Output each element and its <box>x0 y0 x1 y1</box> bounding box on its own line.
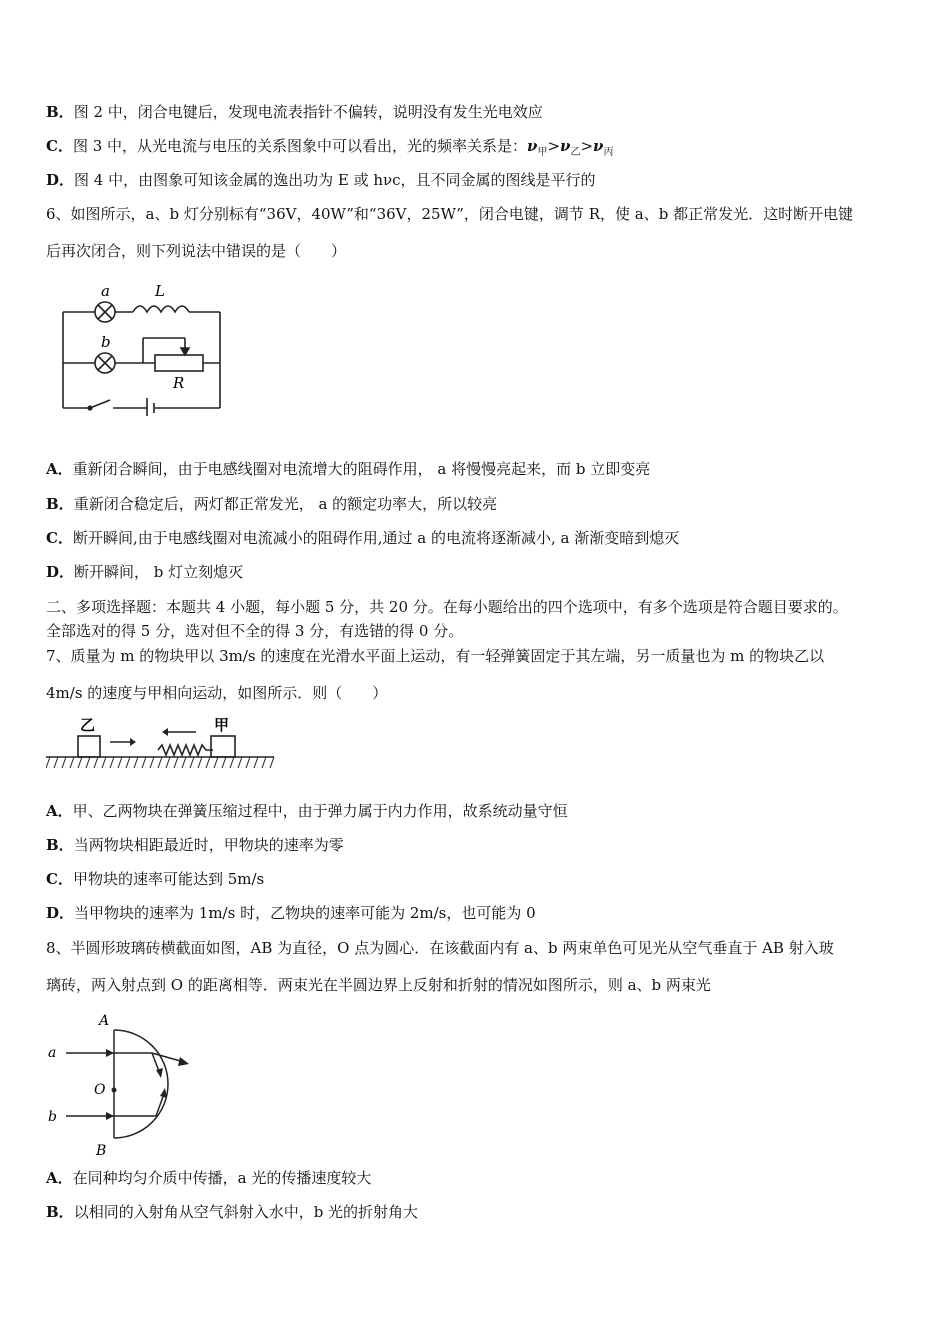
q5-option-c <box>46 136 613 163</box>
subscript: 甲 <box>537 147 548 158</box>
option-text: 甲、乙两物块在弹簧压缩过程中，由于弹力属于内力作用，故系统动量守恒 <box>72 802 568 820</box>
option-letter: A． <box>46 460 73 478</box>
q5-option-b <box>46 102 543 122</box>
inductor-label: L <box>155 282 165 300</box>
q7-spring-blocks-diagram <box>46 712 276 772</box>
option-text: 在同种均匀介质中传播，a 光的传播速度较大 <box>72 1169 372 1187</box>
beam-a-label: a <box>48 1045 57 1061</box>
option-text: 甲物块的速率可能达到 5m/s <box>72 870 265 888</box>
lamp-a-label: a <box>101 282 110 300</box>
option-letter: D． <box>46 563 75 581</box>
center-o-label: O <box>94 1082 106 1098</box>
section2-instructions-line2: 全部选对的得 5 分，选对但不全的得 3 分，有选错的得 0 分。 <box>46 622 464 640</box>
nu-symbol: ν <box>560 137 571 155</box>
option-letter: C． <box>46 529 73 547</box>
block-yi-label: 乙 <box>80 716 96 734</box>
q6-circuit-diagram <box>55 278 235 416</box>
q7-option-a <box>46 801 568 821</box>
gt-symbol: > <box>547 137 561 155</box>
option-letter: A． <box>46 1169 73 1187</box>
option-letter: B． <box>46 1203 74 1221</box>
option-text: 以相同的入射角从空气斜射入水中，b 光的折射角大 <box>73 1203 419 1221</box>
block-jia-label: 甲 <box>214 716 230 734</box>
section2-instructions-line1: 二、多项选择题：本题共 4 小题，每小题 5 分，共 20 分。在每小题给出的四个选项中，有多个选项是符合题目要求的。 <box>46 598 848 616</box>
point-b-label: B <box>96 1143 107 1159</box>
option-letter: B． <box>46 103 74 121</box>
q8-stem-line1: 8、半圆形玻璃砖横截面如图，AB 为直径，O 点为圆心．在该截面内有 a、b 两束单色可见光从空气垂直于 AB 射入玻 <box>46 939 834 957</box>
q8-option-a <box>46 1168 371 1188</box>
lamp-b-label: b <box>101 333 111 351</box>
option-letter: D． <box>46 904 75 922</box>
option-text: 当两物块相距最近时，甲物块的速率为零 <box>73 836 344 854</box>
option-text: 断开瞬间， b 灯立刻熄灭 <box>74 563 244 581</box>
q6-option-b <box>46 494 497 514</box>
option-letter: B． <box>46 495 74 513</box>
option-text: 图 4 中，由图象可知该金属的逸出功为 E 或 hνc，且不同金属的图线是平行的 <box>74 171 596 189</box>
q8-option-b <box>46 1202 418 1222</box>
gt-symbol: > <box>580 137 594 155</box>
q7-option-b <box>46 835 344 855</box>
option-text: 当甲物块的速率为 1m/s 时，乙物块的速率可能为 2m/s，也可能为 0 <box>74 904 536 922</box>
q7-stem-line1: 7、质量为 m 的物块甲以 3m/s 的速度在光滑水平面上运动，有一轻弹簧固定于其左端，另一质量也为 m 的物块乙以 <box>46 647 825 665</box>
q6-stem-line1: 6、如图所示，a、b 灯分别标有“36V，40W”和“36V，25W”，闭合电键，调节 R，使 a、b 都正常发光．这时断开电键 <box>46 205 854 223</box>
subscript: 丙 <box>603 147 614 158</box>
q6-option-c <box>46 528 679 548</box>
q8-stem-line2: 璃砖，两入射点到 O 的距离相等．两束光在半圆边界上反射和折射的情况如图所示，则 a、b 两束光 <box>46 976 711 994</box>
point-a-label: A <box>99 1013 110 1029</box>
rheostat-label: R <box>173 374 185 392</box>
q6-option-d <box>46 562 243 582</box>
q7-stem-line2: 4m/s 的速度与甲相向运动，如图所示．则（ ） <box>46 684 388 702</box>
q7-option-d <box>46 903 536 923</box>
option-text: 图 2 中，闭合电键后，发现电流表指针不偏转，说明没有发生光电效应 <box>73 103 543 121</box>
subscript: 乙 <box>570 147 581 158</box>
option-text: 重新闭合稳定后，两灯都正常发光， a 的额定功率大，所以较亮 <box>73 495 498 513</box>
option-letter: C． <box>46 870 73 888</box>
beam-b-label: b <box>48 1109 57 1125</box>
q8-semicircle-glass-diagram <box>44 1010 204 1160</box>
option-letter: B． <box>46 836 74 854</box>
option-text: 断开瞬间,由于电感线圈对电流减小的阻碍作用,通过 a 的电流将逐渐减小, a 渐渐变暗到熄灭 <box>72 529 680 547</box>
option-letter: C． <box>46 137 73 155</box>
q6-option-a <box>46 459 650 479</box>
option-text: 图 3 中，从光电流与电压的关系图象中可以看出，光的频率关系是： <box>72 137 528 155</box>
option-letter: A． <box>46 802 73 820</box>
nu-symbol: ν <box>593 137 604 155</box>
q6-stem-line2: 后再次闭合，则下列说法中错误的是（ ） <box>46 242 347 260</box>
q5-option-d <box>46 170 596 190</box>
q7-option-c <box>46 869 264 889</box>
option-letter: D． <box>46 171 75 189</box>
nu-symbol: ν <box>527 137 538 155</box>
option-text: 重新闭合瞬间，由于电感线圈对电流增大的阻碍作用， a 将慢慢亮起来，而 b 立即变亮 <box>72 460 651 478</box>
